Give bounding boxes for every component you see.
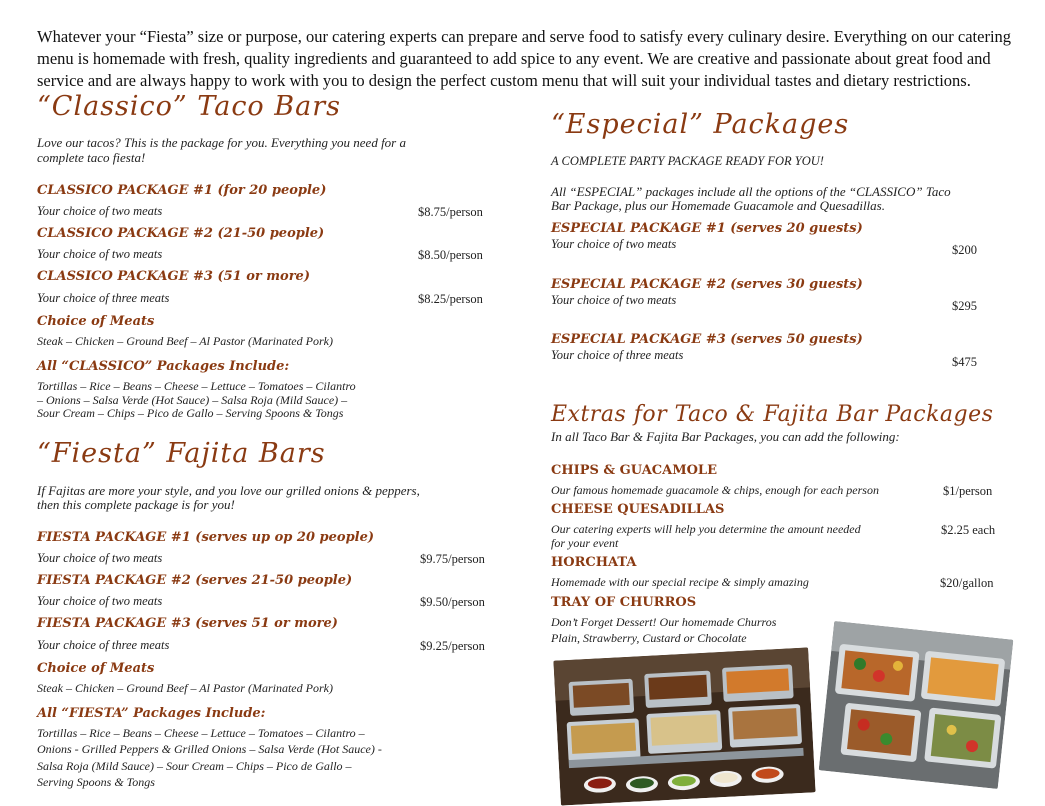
especial-package-3-name: ESPECIAL PACKAGE #3 (serves 50 guests) xyxy=(551,332,863,347)
classico-package-2-name: CLASSICO PACKAGE #2 (21-50 people) xyxy=(37,226,325,241)
extra-cheese-quesadillas-desc-2: for your event xyxy=(551,536,619,550)
extra-chips-guacamole-price: $1/person xyxy=(943,484,993,498)
classico-package-3-name: CLASSICO PACKAGE #3 (51 or more) xyxy=(37,269,310,284)
classico-package-1-desc: Your choice of two meats xyxy=(37,204,163,218)
especial-note-1: All “ESPECIAL” packages include all the options of the “CLASSICO” Taco xyxy=(551,184,951,199)
fiesta-lead-2: then this complete package is for you! xyxy=(37,497,235,512)
fiesta-includes-line-4: Serving Spoons & Tongs xyxy=(37,775,155,789)
fiesta-package-2-name: FIESTA PACKAGE #2 (serves 21-50 people) xyxy=(37,573,353,588)
extra-tray-of-churros-desc-2: Plain, Strawberry, Custard or Chocolate xyxy=(551,631,747,645)
fiesta-includes-heading: All “FIESTA” Packages Include: xyxy=(37,706,266,721)
classico-package-1-name: CLASSICO PACKAGE #1 (for 20 people) xyxy=(37,183,327,198)
classico-meats-heading: Choice of Meats xyxy=(37,314,155,329)
fiesta-meats-list: Steak – Chicken – Ground Beef – Al Pastor (Marinated Pork) xyxy=(37,681,333,695)
especial-package-3-desc: Your choice of three meats xyxy=(551,348,684,362)
fiesta-meats-heading: Choice of Meats xyxy=(37,661,155,676)
classico-package-2-desc: Your choice of two meats xyxy=(37,247,163,261)
classico-package-3-price: $8.25/person xyxy=(418,292,483,306)
especial-package-1-desc: Your choice of two meats xyxy=(551,237,677,251)
classico-lead-1: Love our tacos? This is the package for you. Everything you need for a xyxy=(37,135,406,150)
especial-note-2: Bar Package, plus our Homemade Guacamole and Quesadillas. xyxy=(551,198,885,213)
extra-horchata-desc: Homemade with our special recipe & simply amazing xyxy=(551,575,809,589)
fiesta-includes-line-1: Tortillas – Rice – Beans – Cheese – Lettuce – Tomatoes – Cilantro – xyxy=(37,726,365,740)
fiesta-lead-1: If Fajitas are more your style, and you love our grilled onions & peppers, xyxy=(37,483,420,498)
classico-title: “Classico” Taco Bars xyxy=(37,91,341,122)
classico-includes-heading: All “CLASSICO” Packages Include: xyxy=(37,359,290,374)
extras-title: Extras for Taco & Fajita Bar Packages xyxy=(551,402,994,427)
fiesta-title: “Fiesta” Fajita Bars xyxy=(37,438,326,469)
extra-tray-of-churros-name: TRAY OF CHURROS xyxy=(551,595,697,610)
especial-package-2-desc: Your choice of two meats xyxy=(551,293,677,307)
classico-meats-list: Steak – Chicken – Ground Beef – Al Pastor (Marinated Pork) xyxy=(37,334,333,348)
especial-title: “Especial” Packages xyxy=(551,109,850,140)
extra-cheese-quesadillas-desc-1: Our catering experts will help you determine the amount needed xyxy=(551,522,861,536)
fiesta-package-2-price: $9.50/person xyxy=(420,595,485,609)
chafing-dish-taco-bar-photo xyxy=(553,647,815,805)
especial-package-3-price: $475 xyxy=(952,355,977,369)
fiesta-package-1-name: FIESTA PACKAGE #1 (serves up op 20 people) xyxy=(37,530,375,545)
especial-package-2-price: $295 xyxy=(952,299,977,313)
especial-package-1-price: $200 xyxy=(952,243,977,257)
classico-package-1-price: $8.75/person xyxy=(418,205,483,219)
extra-cheese-quesadillas-name: CHEESE QUESADILLAS xyxy=(551,502,725,517)
fiesta-includes-line-3: Salsa Roja (Mild Sauce) – Sour Cream – Chips – Pico de Gallo – xyxy=(37,759,352,773)
extra-horchata-name: HORCHATA xyxy=(551,555,637,570)
extra-chips-guacamole-name: CHIPS & GUACAMOLE xyxy=(551,463,717,478)
classico-package-2-price: $8.50/person xyxy=(418,248,483,262)
intro-paragraph: Whatever your “Fiesta” size or purpose, our catering experts can prepare and serve food to satisfy every culinary desire. Everything on our catering menu is homemade with fresh, quality ingredients and guaranteed to add spice to any event. We are creative and passionate about great food and service and are always happy to work with you to design the perfect custom menu that will suit your individual tastes and dietary restrictions. xyxy=(37,27,1012,90)
fiesta-package-1-desc: Your choice of two meats xyxy=(37,551,163,565)
especial-tagline: A COMPLETE PARTY PACKAGE READY FOR YOU! xyxy=(551,154,824,168)
extra-chips-guacamole-desc: Our famous homemade guacamole & chips, enough for each person xyxy=(551,483,879,497)
extras-lead: In all Taco Bar & Fajita Bar Packages, you can add the following: xyxy=(551,429,900,444)
classico-includes-line-2: – Onions – Salsa Verde (Hot Sauce) – Salsa Roja (Mild Sauce) – xyxy=(37,393,348,407)
especial-package-1-name: ESPECIAL PACKAGE #1 (serves 20 guests) xyxy=(551,221,863,236)
classico-includes-line-3: Sour Cream – Chips – Pico de Gallo – Serving Spoons & Tongs xyxy=(37,406,344,420)
extra-tray-of-churros-desc-1: Don’t Forget Dessert! Our homemade Churros xyxy=(551,615,777,629)
especial-package-2-name: ESPECIAL PACKAGE #2 (serves 30 guests) xyxy=(551,277,863,292)
classico-lead-2: complete taco fiesta! xyxy=(37,150,146,165)
classico-includes-line-1: Tortillas – Rice – Beans – Cheese – Lettuce – Tomatoes – Cilantro xyxy=(37,379,356,393)
extra-horchata-price: $20/gallon xyxy=(940,576,994,590)
extra-cheese-quesadillas-price: $2.25 each xyxy=(941,523,996,537)
fiesta-package-2-desc: Your choice of two meats xyxy=(37,594,163,608)
fiesta-package-1-price: $9.75/person xyxy=(420,552,485,566)
fiesta-package-3-name: FIESTA PACKAGE #3 (serves 51 or more) xyxy=(37,616,338,631)
fiesta-package-3-price: $9.25/person xyxy=(420,639,485,653)
classico-package-3-desc: Your choice of three meats xyxy=(37,291,170,305)
fiesta-includes-line-2: Onions - Grilled Peppers & Grilled Onions – Salsa Verde (Hot Sauce) - xyxy=(37,742,382,756)
fajita-tray-buffet-photo xyxy=(819,621,1014,789)
fiesta-package-3-desc: Your choice of three meats xyxy=(37,638,170,652)
